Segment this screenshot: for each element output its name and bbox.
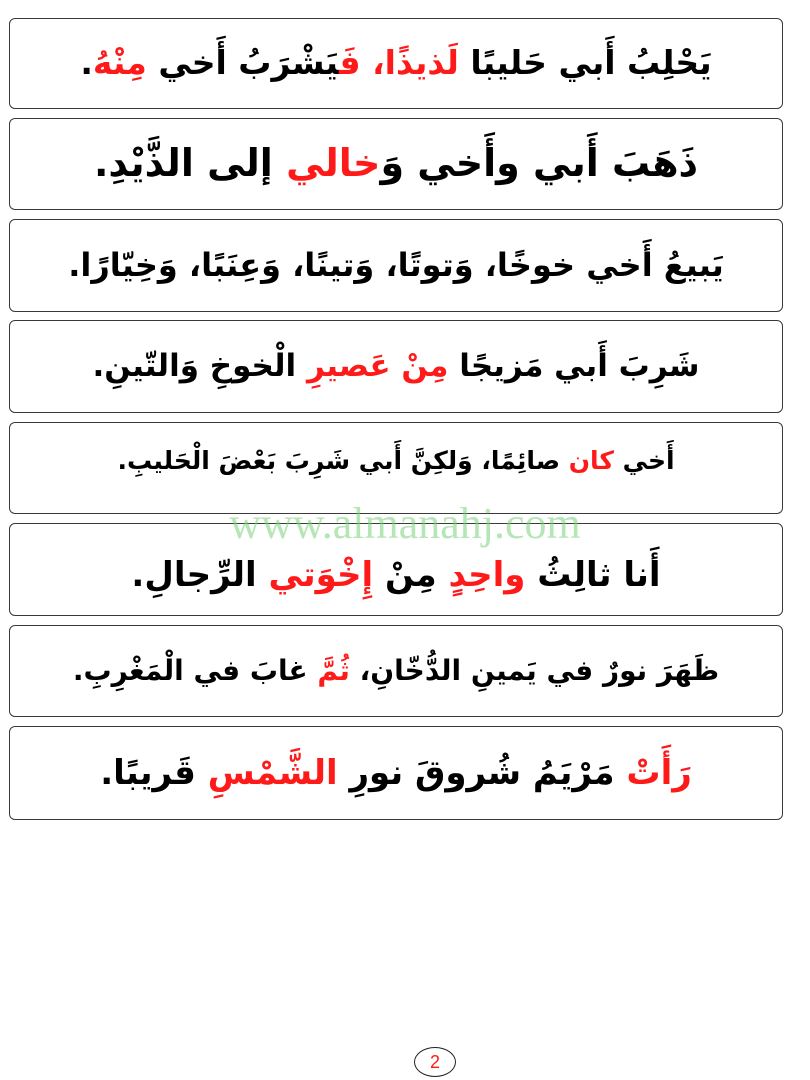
- sentence-box-1: [9, 18, 783, 109]
- sentence-6-part-3: الرِّجالِ.: [131, 555, 269, 596]
- sentence-box-6: [9, 523, 783, 616]
- sentence-8-part-1: مَرْيَمُ شُروقَ نورِ: [337, 752, 627, 793]
- sentence-8-part-2: قَريبًا.: [100, 752, 208, 793]
- sentence-4-part-1: شَرِبَ أَبي مَزيجًا: [448, 348, 700, 385]
- sentence-6-part-2: مِنْ: [373, 555, 449, 596]
- sentence-1-highlight-2: مِنْهُ: [92, 43, 147, 83]
- sentence-3: [68, 245, 724, 287]
- sentence-5: [117, 445, 674, 492]
- sentence-2-part-1: ذَهَبَ أَبي وأَخي وَ: [380, 141, 699, 186]
- sentence-2: [94, 139, 698, 188]
- sentence-8-highlight-2: الشَّمْسِ: [207, 752, 338, 793]
- sentence-box-4: [9, 320, 783, 413]
- sentence-1-part-3: .: [80, 43, 93, 83]
- sentence-2-highlight-1: خالي: [286, 141, 381, 186]
- sentence-7-part-2: غابَ في الْمَغْرِبِ.: [72, 653, 318, 687]
- sentence-1-part-2: يَشْرَبُ أَخي: [146, 43, 340, 83]
- sentence-box-3: [9, 219, 783, 312]
- sentence-6: [131, 541, 660, 597]
- sentence-box-5: [9, 422, 783, 514]
- sentence-7: [73, 653, 719, 689]
- sentence-8: [100, 751, 692, 795]
- page-number-label: 2: [429, 1051, 440, 1072]
- sentence-6-highlight-1: واحِدٍ: [448, 555, 526, 596]
- page-number: [414, 1047, 456, 1077]
- sentence-2-part-2: إلى الذَّيْدِ.: [93, 141, 287, 186]
- sentence-7-part-1: ظَهَرَ نورٌ في يَمينِ الدُّخّانِ،: [349, 653, 720, 687]
- sentence-1-highlight-1: لَذيذًا، فَ: [339, 43, 459, 83]
- sentence-5-highlight-1: كان: [568, 445, 614, 475]
- sentence-3-text: يَبيعُ أَخي خوخًا، وَتوتًا، وَتينًا، وَعِنَبًا، وَخِيّارًا.: [68, 245, 724, 284]
- sentence-box-2: [9, 118, 783, 210]
- sentence-box-7: [9, 625, 783, 717]
- sentence-4: [92, 346, 699, 386]
- watermark-text: www.almanahj.com: [229, 499, 581, 548]
- sentence-8-highlight-1: رَأَتْ: [626, 752, 692, 793]
- sentence-7-highlight-1: ثُمَّ: [317, 653, 350, 687]
- sentence-6-highlight-2: إِخْوَتي: [268, 555, 374, 596]
- sentence-4-highlight-1: مِنْ عَصيرِ: [306, 348, 449, 385]
- sentence-1-part-1: يَحْلِبُ أَبي حَليبًا: [458, 43, 712, 83]
- sentence-6-part-1: أَنا ثالِثُ: [525, 555, 661, 596]
- sentence-1: [80, 42, 711, 85]
- sentence-5-part-2: صائِمًا، وَلكِنَّ أَبي شَرِبَ بَعْضَ الْحَليبِ.: [117, 445, 569, 475]
- sentence-4-part-2: الْخوخِ وَالتّينِ.: [92, 348, 307, 385]
- sentence-box-8: [9, 726, 783, 820]
- sentence-5-part-1: أَخي: [613, 445, 675, 475]
